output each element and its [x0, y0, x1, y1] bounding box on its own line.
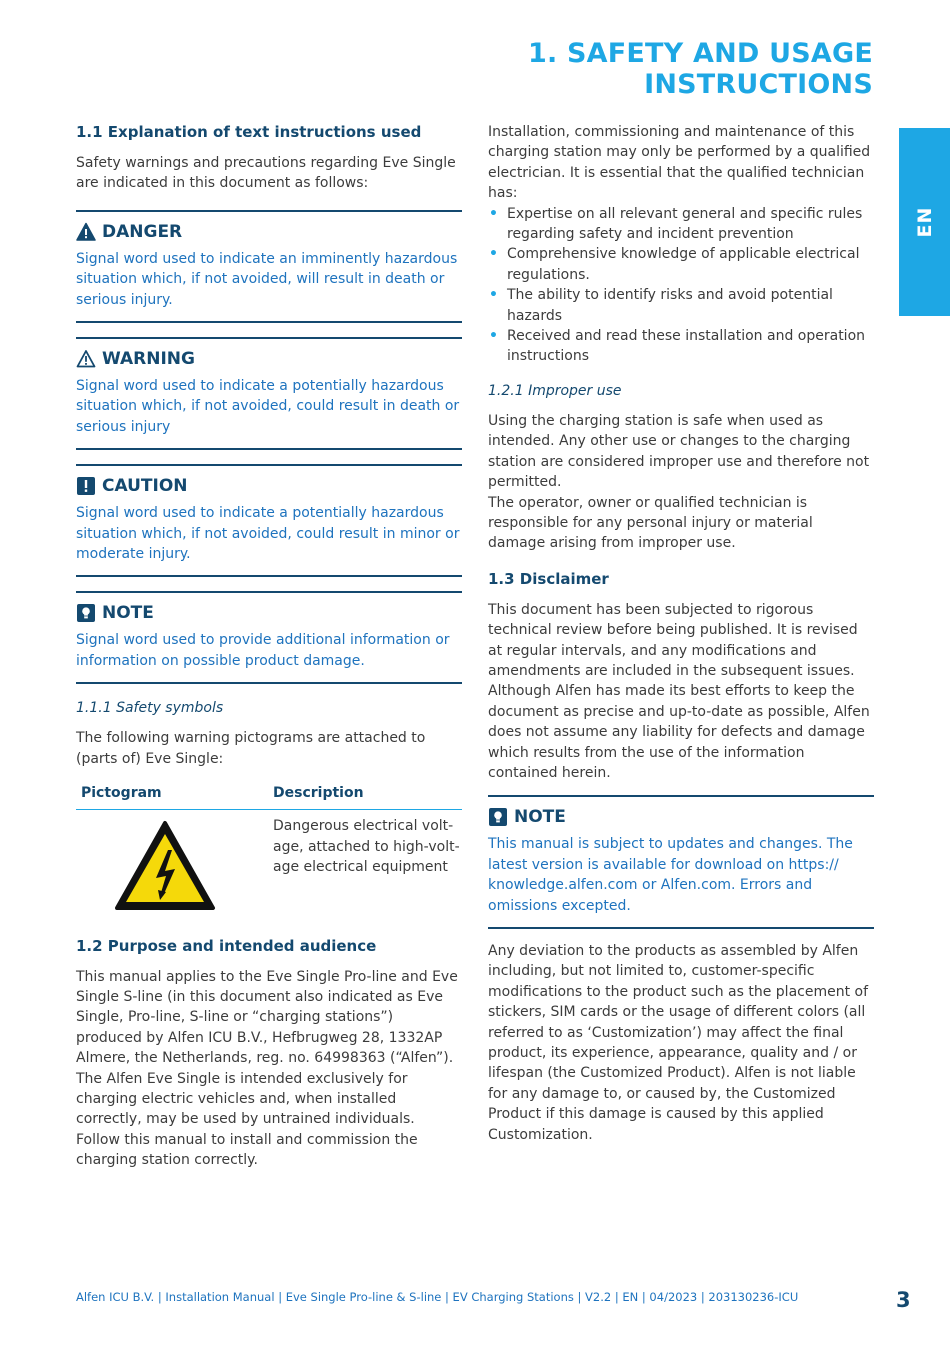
footer-text: Alfen ICU B.V. | Installation Manual | Eve Single Pro-line & S-line | EV Charging Stations | V2.2 | EN | 04/2023 | 203130236-ICU [76, 1290, 799, 1304]
section-1-2-heading: 1.2 Purpose and intended audience [76, 936, 377, 955]
section-1-2-text: This manual applies to the Eve Single Pro-line and Eve Single S-line (in this document also indicated as Eve Single, Pro-line, S-line or “charging stations”) produced by Alfen ICU B.V., Hefbrugweg 28, 1332AP Almere, the Netherlands, reg. no. 64998363 (“Alfen”). The Alfen Eve Single is intended exclusively for charging electric vehicles and, when installed correctly, may be used by untrained individuals. Follow this manual to install and commission the charging station correctly. [76, 968, 458, 1169]
table-cell-description: Dangerous electrical volt-age, attached to high-volt-age electrical equipment [273, 818, 460, 875]
section-1-2-1-text-2: The operator, owner or qualified technician is responsible for any personal injury or material damage arising from improper use. [488, 494, 813, 552]
list-item: • The ability to identify risks and avoid potential hazards [489, 287, 833, 324]
table-header-pictogram: Pictogram [81, 785, 162, 802]
customization-text: Any deviation to the products as assembled by Alfen including, but not limited to, customer-specific modifications to the product such as the placement of stickers, SIM cards or the usage of different colors (all referred to as ‘Customization’) may affect the final product, its experience, appearance, quality and / or lifespan (the Customized Product). Alfen is not liable for any damage to, or caused by, the Customized Product if this damage is caused by this applied Customization. [488, 943, 869, 1143]
caution-label: CAUTION [102, 476, 188, 497]
language-tab [899, 128, 950, 316]
list-item-text: Expertise on all relevant general and specific rules regarding safety and incident prevention [507, 205, 863, 243]
list-item-text: Received and read these installation and operation instructions [507, 328, 866, 365]
list-item: • Comprehensive knowledge of applicable electrical regulations. [489, 246, 860, 283]
page-title: 1. SAFETY AND USAGE INSTRUCTIONS [527, 38, 873, 100]
section-1-1-1-heading: 1.1.1 Safety symbols [76, 700, 224, 717]
section-1-1-1-text: The following warning pictograms are attached to (parts of) Eve Single: [76, 730, 426, 767]
lightbulb-icon [76, 603, 96, 623]
section-1-1-heading: 1.1 Explanation of text instructions used [76, 123, 422, 141]
note-text: Signal word used to provide additional information or information on possible product damage. [76, 632, 450, 669]
danger-label: DANGER [102, 221, 183, 242]
caution-text: Signal word used to indicate a potentially hazardous situation which, if not avoided, could result in minor or moderate injury. [76, 505, 460, 563]
note-label: NOTE [102, 603, 154, 624]
right-column [488, 120, 874, 1145]
note-box [76, 591, 462, 684]
caution-box [76, 464, 462, 577]
list-item: • Received and read these installation and operation instructions [489, 328, 866, 365]
section-1-3-heading: 1.3 Disclaimer [488, 569, 609, 588]
language-tab-label: EN [913, 206, 936, 238]
warning-label: WARNING [102, 349, 195, 370]
left-column [76, 120, 462, 1171]
list-item-text: Comprehensive knowledge of applicable electrical regulations. [507, 246, 860, 283]
table-row [76, 810, 462, 920]
table-header-description: Description [273, 785, 364, 802]
qualification-list [488, 204, 874, 367]
page-number: 3 [896, 1288, 911, 1312]
danger-text: Signal word used to indicate an imminently hazardous situation which, if not avoided, will result in death or serious injury. [76, 250, 458, 308]
caution-icon [76, 476, 96, 496]
electrical-hazard-icon [114, 820, 216, 912]
pictogram-table [76, 785, 462, 919]
section-1-1-text: Safety warnings and precautions regarding Eve Single are indicated in this document as follows: [76, 155, 456, 192]
list-item: • Expertise on all relevant general and specific rules regarding safety and incident prevention [489, 205, 863, 243]
list-item-text: The ability to identify risks and avoid potential hazards [507, 287, 833, 324]
danger-box [76, 210, 462, 323]
section-1-3-text: This document has been subjected to rigorous technical review before being published. It is revised at regular intervals, and any modifications and amendments are included in the subsequent issues. Although Alfen has made its best efforts to keep the document as precise and up-to-date as possible, Alfen does not assume any liability for defects and damage which results from the use of the information contained herein. [488, 601, 870, 781]
section-1-2-1-text: Using the charging station is safe when used as intended. Any other use or changes to the charging station are considered improper use and therefore not permitted. [488, 412, 870, 491]
note-label: NOTE [514, 807, 566, 828]
warning-box [76, 337, 462, 450]
disclaimer-note-box [488, 795, 874, 929]
lightbulb-icon [488, 807, 508, 827]
warning-icon [76, 349, 96, 369]
section-1-2-1-heading: 1.2.1 Improper use [488, 382, 622, 399]
danger-icon [76, 222, 96, 242]
note-text: This manual is subject to updates and changes. The latest version is available for download on https:// knowledge.alfen.com or Alfen.com. Errors and omissions excepted. [488, 836, 853, 914]
warning-text: Signal word used to indicate a potentially hazardous situation which, if not avoided, could result in death or serious injury [76, 378, 460, 435]
qualification-intro: Installation, commissioning and maintenance of this charging station may only be performed by a qualified electrician. It is essential that the qualified technician has: [488, 124, 871, 202]
